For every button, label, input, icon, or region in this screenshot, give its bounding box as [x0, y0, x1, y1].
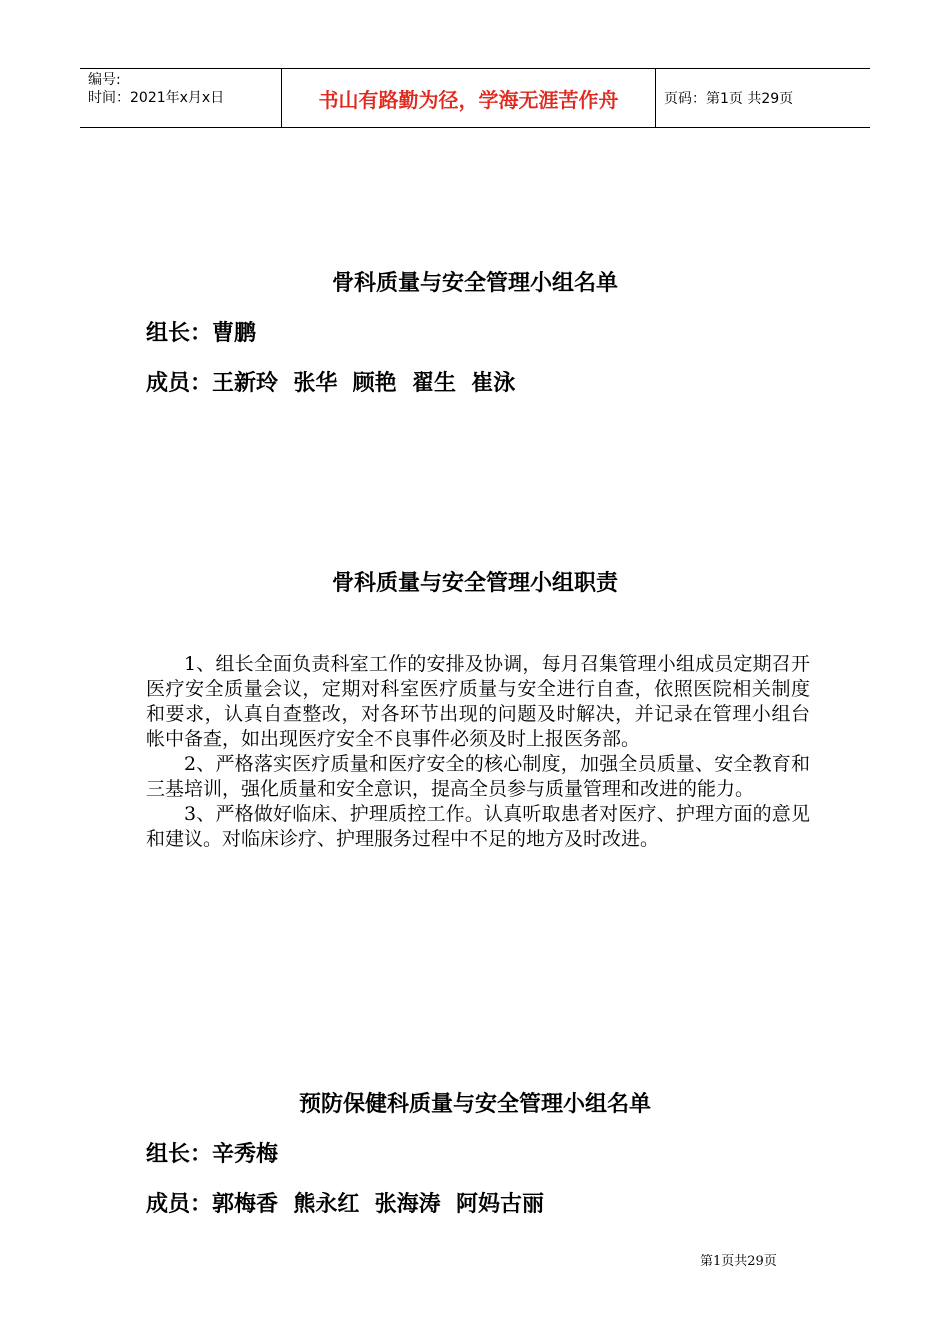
date-label: 时间：2021年x月x日 — [88, 90, 225, 106]
serial-label: 编号: — [88, 72, 121, 88]
section3-members: 成员：郭梅香 熊永红 张海涛 阿妈古丽 — [146, 1192, 544, 1217]
header-page-info: 页码：第1页 共29页 — [664, 91, 794, 107]
section3-title: 预防保健科质量与安全管理小组名单 — [298, 1092, 651, 1117]
duties-body — [146, 652, 810, 852]
section3-leader: 组长：辛秀梅 — [146, 1142, 279, 1167]
duty-paragraph-1: 1、组长全面负责科室工作的安排及协调，每月召集管理小组成员定期召开医疗安全质量会议，定期对科室医疗质量与安全进行自查，依照医院相关制度和要求，认真自查整改，对各环节出现的问题及时解决，并记录在管理小组台帐中备查，如出现医疗安全不良事件必须及时上报医务部。 — [146, 653, 810, 750]
section1-members: 成员：王新玲 张华 顾艳 翟生 崔泳 — [146, 371, 516, 396]
header-meta — [80, 69, 282, 127]
page-footer: 第1页共29页 — [700, 1254, 777, 1269]
section2-title: 骨科质量与安全管理小组职责 — [331, 571, 618, 596]
section1-leader: 组长：曹鹏 — [146, 321, 257, 346]
duty-paragraph-3: 3、严格做好临床、护理质控工作。认真听取患者对医疗、护理方面的意见和建议。对临床诊疗、护理服务过程中不足的地方及时改进。 — [146, 803, 810, 850]
document-header — [80, 68, 870, 128]
header-motto: 书山有路勤为径，学海无涯苦作舟 — [282, 69, 656, 127]
section1-title: 骨科质量与安全管理小组名单 — [331, 271, 618, 296]
duty-paragraph-2: 2、严格落实医疗质量和医疗安全的核心制度，加强全员质量、安全教育和三基培训，强化质量和安全意识，提高全员参与质量管理和改进的能力。 — [146, 753, 810, 800]
